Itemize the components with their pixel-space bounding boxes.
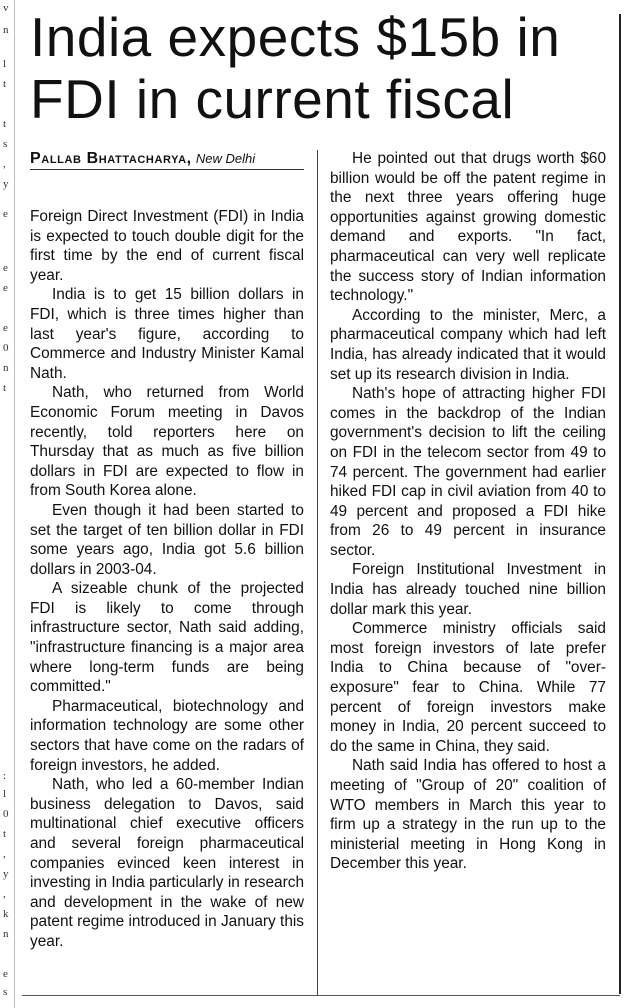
edge-fragment: e — [3, 322, 8, 334]
byline-author: Pallab Bhattacharya, — [30, 150, 192, 167]
article-paragraph: Even though it had been started to set the target of ten billion dollar in FDI some years ago, India got 5.6 billion dollars in 2003-04. — [30, 501, 304, 578]
edge-fragment: n — [3, 24, 9, 36]
article-paragraph: Nath, who led a 60-member Indian business delegation to Davos, said multinational chief executive officers and several foreign pharmaceutical companies evinced keen interest in investing in India particularly in research and development in the wake of new patent regime introduced in January this year. — [30, 776, 304, 950]
edge-fragment: y — [3, 868, 9, 880]
edge-fragment: t — [3, 382, 7, 394]
article-headline: India expects $15b in FDI in current fiscal — [30, 6, 561, 130]
right-border-rule — [619, 14, 621, 994]
article-paragraph: Pharmaceutical, biotechnology and information technology are some other sectors that have come on the radars of foreign investors, he added. — [30, 697, 304, 774]
article-paragraph: Nath said India has offered to host a meeting of "Group of 20" coalition of WTO members in March this year to firm up a strategy in the run up to the ministerial meeting in Hong Kong in December this year. — [330, 757, 606, 873]
byline-place: New Delhi — [195, 151, 256, 166]
edge-fragment: v — [3, 2, 9, 14]
edge-fragment: t — [3, 78, 7, 90]
article-paragraph: Nath's hope of attracting higher FDI comes in the backdrop of the Indian government's decision to lift the ceiling on FDI in the telecom sector from 49 to 74 percent. The government had earlier hiked FDI cap in civil aviation from 40 to 49 percent and proposed a FDI hike from 26 to 49 percent in insurance sector. — [330, 385, 606, 559]
adjacent-column-edge — [0, 0, 15, 1008]
edge-fragment: s — [3, 138, 8, 150]
edge-fragment: e — [3, 968, 8, 980]
article-paragraph: Nath, who returned from World Economic Forum meeting in Davos recently, told reporters here on Thursday that as much as five billion dollars in FDI are expected to flow in from South Korea alone. — [30, 384, 304, 500]
edge-fragment: k — [3, 908, 9, 920]
edge-fragment: , — [3, 158, 6, 170]
edge-fragment: 0 — [3, 342, 9, 354]
edge-fragment: , — [3, 888, 6, 900]
article-paragraph: Foreign Institutional Investment in India has already touched nine billion dollar mark this year. — [330, 561, 606, 618]
edge-fragment: l — [3, 788, 7, 800]
article-paragraph: Foreign Direct Investment (FDI) in India is expected to touch double digit for the first time by the end of current fiscal year. — [30, 208, 304, 284]
bottom-rule — [22, 995, 620, 996]
edge-fragment: t — [3, 828, 7, 840]
edge-fragment: , — [3, 848, 6, 860]
edge-fragment: t — [3, 118, 7, 130]
article-paragraph: India is to get 15 billion dollars in FDI, which is three times higher than last year's figure, according to Commerce and Industry Minister Kamal Nath. — [30, 286, 304, 382]
edge-fragment: n — [3, 362, 9, 374]
edge-fragment: 0 — [3, 808, 9, 820]
article-paragraph: According to the minister, Merc, a pharmaceutical company which had left India, has already indicated that it would set up its research division in India. — [330, 306, 606, 383]
left-column — [30, 207, 304, 952]
column-divider — [317, 150, 318, 995]
article-paragraph: Commerce ministry officials said most foreign investors of late prefer India to China because of "over-exposure" fear to China. While 77 percent of foreign investors make money in India, 20 percent succeed to do the same in China, they said. — [330, 620, 606, 755]
edge-fragment: l — [3, 58, 7, 70]
edge-fragment: s — [3, 986, 8, 998]
edge-fragment: e — [3, 262, 8, 274]
byline — [30, 150, 304, 170]
edge-fragment: y — [3, 178, 9, 190]
edge-fragment: n — [3, 928, 9, 940]
right-column — [330, 149, 606, 874]
article-paragraph: A sizeable chunk of the projected FDI is likely to come through infrastructure sector, Nath said adding, "infrastructure financing is a major area where long-term funds are being committed." — [30, 580, 304, 696]
edge-fragment: e — [3, 208, 8, 220]
edge-fragment: : — [3, 770, 7, 782]
article-paragraph: He pointed out that drugs worth $60 billion would be off the patent regime in the next three years offering huge opportunities against growing domestic demand and exports. "In fact, pharmaceutical can very well replicate the success story of Indian information technology." — [330, 150, 606, 305]
edge-fragment: e — [3, 282, 8, 294]
